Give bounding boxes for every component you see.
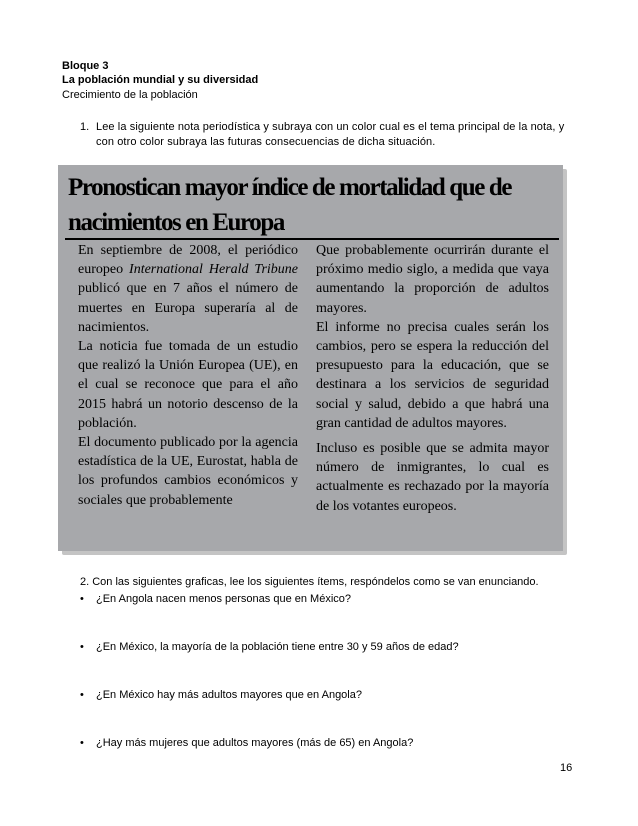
newspaper-name: International Herald Tribune — [129, 262, 298, 278]
left-paragraph-2: La noticia fue tomada de un estudio que realizó la Unión Europea (UE), en el cual se reconoce que para el año 2015 habrá un notorio descenso de la población. — [78, 339, 298, 431]
question-2-intro: 2. Con las siguientes graficas, lee los siguientes ítems, respóndelos como se van enunciando. — [80, 576, 539, 588]
question-2-item-4: ¿Hay más mujeres que adultos mayores (más de 65) en Angola? — [96, 737, 414, 749]
right-paragraph-2: El informe no precisa cuales serán los cambios, pero se espera la reducción del presupuesto para la educación, que se destinara a los servicios de seguridad social y salud, debido a que habrá una gran cantidad de adultos mayores. — [316, 319, 549, 431]
bullet-icon: • — [80, 737, 84, 749]
left-paragraph-3: El documento publicado por la agencia estadística de la UE, Eurostat, habla de los profundos cambios económicos y sociales que probablemente — [78, 435, 298, 508]
question-1-number: 1. — [80, 121, 90, 133]
topic-title: Crecimiento de la población — [62, 89, 198, 101]
section-subtitle: La población mundial y su diversidad — [62, 74, 259, 86]
right-paragraph-1: Que probablemente ocurrirán durante el próximo medio siglo, a medida que vaya aumentando la proporción de adultos mayores. — [316, 243, 549, 316]
bullet-icon: • — [80, 689, 84, 701]
article-left-column — [78, 241, 298, 510]
block-heading: Bloque 3 — [62, 60, 109, 72]
bullet-icon: • — [80, 593, 84, 605]
list-item — [80, 688, 580, 702]
article-right-column — [316, 241, 549, 516]
headline-divider — [65, 238, 559, 240]
headline-line-1: Pronostican mayor índice de mortalidad que de — [68, 174, 512, 201]
list-item — [80, 640, 580, 654]
article-headline — [68, 170, 558, 240]
question-1 — [80, 120, 590, 150]
left-paragraph-1: En septiembre de 2008, el periódico europeo International Herald Tribune publicó que en 7 años el número de muertes en Europa superaría al de nacimientos. — [78, 243, 298, 335]
headline-line-2: nacimientos en Europa — [68, 209, 284, 236]
page-number: 16 — [560, 762, 573, 774]
question-2-item-3: ¿En México hay más adultos mayores que en Angola? — [96, 689, 362, 701]
bullet-icon: • — [80, 641, 84, 653]
list-item — [80, 736, 580, 750]
question-2-item-2: ¿En México, la mayoría de la población tiene entre 30 y 59 años de edad? — [96, 641, 459, 653]
question-2-item-1: ¿En Angola nacen menos personas que en México? — [96, 593, 351, 605]
list-item — [80, 592, 580, 606]
right-paragraph-3: Incluso es posible que se admita mayor número de inmigrantes, lo cual es actualmente es rechazado por la mayoría de los votantes europeos. — [316, 441, 549, 514]
question-1-line-2: con otro color subraya las futuras consecuencias de dicha situación. — [96, 136, 436, 148]
question-1-line-1: Lee la siguiente nota periodística y subraya con un color cual es el tema principal de la nota, y — [96, 121, 565, 133]
